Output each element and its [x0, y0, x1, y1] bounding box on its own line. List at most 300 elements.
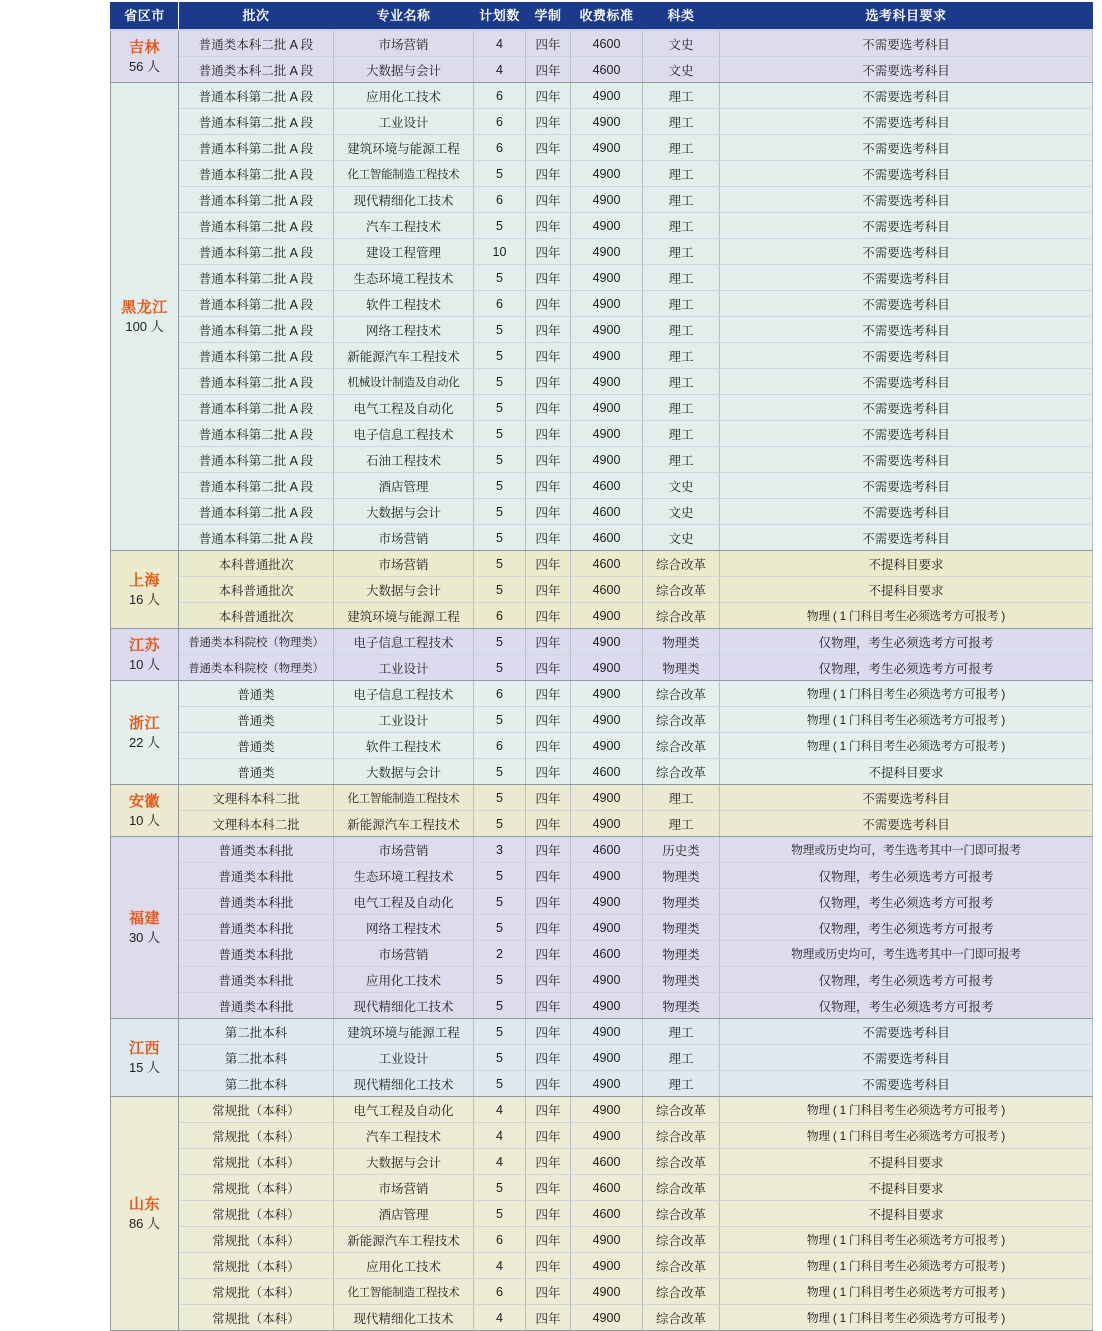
fee-cell: 4600	[571, 525, 643, 551]
requirement-cell: 不提科目要求	[720, 759, 1093, 785]
major-cell: 化工智能制造工程技术	[334, 785, 474, 811]
length-cell: 四年	[526, 889, 571, 915]
province-name: 安徽	[128, 792, 160, 810]
kind-cell: 理工	[643, 1019, 720, 1045]
column-header-province: 省区市	[111, 3, 179, 31]
major-cell: 电气工程及自动化	[334, 395, 474, 421]
requirement-cell: 仅物理，考生必须选考方可报考	[720, 863, 1093, 889]
plan-count-cell: 5	[474, 915, 526, 941]
requirement-cell: 不需要选考科目	[720, 785, 1093, 811]
province-name: 上海	[128, 571, 160, 589]
plan-count-cell: 6	[474, 1279, 526, 1305]
plan-count-cell: 5	[474, 1071, 526, 1097]
major-cell: 电气工程及自动化	[334, 889, 474, 915]
batch-cell: 普通类本科批	[179, 889, 334, 915]
major-cell: 工业设计	[334, 1045, 474, 1071]
major-cell: 电子信息工程技术	[334, 681, 474, 707]
province-name: 浙江	[128, 714, 160, 732]
plan-count-cell: 6	[474, 603, 526, 629]
plan-count-cell: 4	[474, 1253, 526, 1279]
province-name: 江苏	[128, 636, 160, 654]
requirement-cell: 不需要选考科目	[720, 369, 1093, 395]
table-row	[111, 1019, 1093, 1045]
major-cell: 应用化工技术	[334, 967, 474, 993]
length-cell: 四年	[526, 1019, 571, 1045]
requirement-cell: 不需要选考科目	[720, 30, 1093, 57]
batch-cell: 文理科本科二批	[179, 811, 334, 837]
length-cell: 四年	[526, 707, 571, 733]
province-name: 黑龙江	[121, 298, 168, 316]
major-cell: 新能源汽车工程技术	[334, 1227, 474, 1253]
major-cell: 大数据与会计	[334, 57, 474, 83]
kind-cell: 综合改革	[643, 1305, 720, 1331]
header-row	[111, 3, 1093, 31]
requirement-cell: 不需要选考科目	[720, 811, 1093, 837]
length-cell: 四年	[526, 57, 571, 83]
plan-count-cell: 5	[474, 317, 526, 343]
length-cell: 四年	[526, 499, 571, 525]
table-row	[111, 317, 1093, 343]
batch-cell: 常规批（本科）	[179, 1175, 334, 1201]
major-cell: 现代精细化工技术	[334, 993, 474, 1019]
batch-cell: 普通本科第二批 A 段	[179, 213, 334, 239]
batch-cell: 常规批（本科）	[179, 1097, 334, 1123]
province-quota: 86 人	[128, 1215, 161, 1231]
batch-cell: 普通本科第二批 A 段	[179, 291, 334, 317]
plan-count-cell: 6	[474, 83, 526, 109]
length-cell: 四年	[526, 655, 571, 681]
batch-cell: 普通类本科院校（物理类）	[179, 629, 334, 655]
requirement-cell: 不需要选考科目	[720, 447, 1093, 473]
major-cell: 工业设计	[334, 109, 474, 135]
length-cell: 四年	[526, 1201, 571, 1227]
province-cell	[111, 1019, 179, 1097]
fee-cell: 4600	[571, 551, 643, 577]
kind-cell: 文史	[643, 499, 720, 525]
batch-cell: 普通本科第二批 A 段	[179, 343, 334, 369]
batch-cell: 常规批（本科）	[179, 1201, 334, 1227]
batch-cell: 普通类本科批	[179, 967, 334, 993]
plan-count-cell: 4	[474, 1123, 526, 1149]
batch-cell: 本科普通批次	[179, 603, 334, 629]
batch-cell: 普通类本科二批 A 段	[179, 30, 334, 57]
fee-cell: 4900	[571, 447, 643, 473]
fee-cell: 4900	[571, 187, 643, 213]
table-row	[111, 369, 1093, 395]
fee-cell: 4900	[571, 317, 643, 343]
requirement-cell: 不需要选考科目	[720, 83, 1093, 109]
table-row	[111, 1201, 1093, 1227]
requirement-cell: 仅物理，考生必须选考方可报考	[720, 655, 1093, 681]
fee-cell: 4900	[571, 421, 643, 447]
plan-count-cell: 6	[474, 733, 526, 759]
requirement-cell: 不需要选考科目	[720, 395, 1093, 421]
length-cell: 四年	[526, 733, 571, 759]
length-cell: 四年	[526, 863, 571, 889]
length-cell: 四年	[526, 473, 571, 499]
batch-cell: 普通本科第二批 A 段	[179, 395, 334, 421]
province-name: 吉林	[128, 38, 160, 56]
province-quota: 56 人	[128, 58, 161, 74]
fee-cell: 4600	[571, 1201, 643, 1227]
length-cell: 四年	[526, 811, 571, 837]
length-cell: 四年	[526, 941, 571, 967]
kind-cell: 理工	[643, 239, 720, 265]
table-row	[111, 213, 1093, 239]
plan-count-cell: 5	[474, 447, 526, 473]
table-row	[111, 681, 1093, 707]
major-cell: 新能源汽车工程技术	[334, 811, 474, 837]
batch-cell: 常规批（本科）	[179, 1253, 334, 1279]
fee-cell: 4900	[571, 1019, 643, 1045]
kind-cell: 理工	[643, 291, 720, 317]
fee-cell: 4600	[571, 499, 643, 525]
requirement-cell: 不需要选考科目	[720, 1045, 1093, 1071]
batch-cell: 普通本科第二批 A 段	[179, 421, 334, 447]
province-quota: 15 人	[128, 1059, 161, 1075]
plan-count-cell: 5	[474, 473, 526, 499]
requirement-cell: 物理 ( 1 门科目考生必须选考方可报考 )	[720, 733, 1093, 759]
requirement-cell: 不提科目要求	[720, 1175, 1093, 1201]
length-cell: 四年	[526, 239, 571, 265]
fee-cell: 4900	[571, 1071, 643, 1097]
requirement-cell: 不提科目要求	[720, 551, 1093, 577]
table-row	[111, 1279, 1093, 1305]
kind-cell: 物理类	[643, 993, 720, 1019]
fee-cell: 4900	[571, 707, 643, 733]
requirement-cell: 物理或历史均可，考生选考其中一门即可报考	[720, 837, 1093, 863]
major-cell: 机械设计制造及自动化	[334, 369, 474, 395]
plan-count-cell: 5	[474, 161, 526, 187]
major-cell: 应用化工技术	[334, 1253, 474, 1279]
fee-cell: 4900	[571, 135, 643, 161]
batch-cell: 常规批（本科）	[179, 1149, 334, 1175]
table-row	[111, 265, 1093, 291]
length-cell: 四年	[526, 395, 571, 421]
major-cell: 应用化工技术	[334, 83, 474, 109]
fee-cell: 4600	[571, 473, 643, 499]
requirement-cell: 不需要选考科目	[720, 525, 1093, 551]
major-cell: 生态环境工程技术	[334, 863, 474, 889]
kind-cell: 综合改革	[643, 1097, 720, 1123]
batch-cell: 普通本科第二批 A 段	[179, 369, 334, 395]
plan-count-cell: 5	[474, 811, 526, 837]
batch-cell: 普通本科第二批 A 段	[179, 265, 334, 291]
table-row	[111, 525, 1093, 551]
fee-cell: 4900	[571, 1253, 643, 1279]
length-cell: 四年	[526, 837, 571, 863]
kind-cell: 理工	[643, 83, 720, 109]
kind-cell: 综合改革	[643, 551, 720, 577]
plan-count-cell: 5	[474, 655, 526, 681]
batch-cell: 普通类本科批	[179, 915, 334, 941]
major-cell: 新能源汽车工程技术	[334, 343, 474, 369]
major-cell: 现代精细化工技术	[334, 187, 474, 213]
province-quota: 16 人	[128, 591, 161, 607]
requirement-cell: 仅物理，考生必须选考方可报考	[720, 967, 1093, 993]
major-cell: 酒店管理	[334, 473, 474, 499]
batch-cell: 普通本科第二批 A 段	[179, 473, 334, 499]
plan-count-cell: 4	[474, 30, 526, 57]
kind-cell: 文史	[643, 525, 720, 551]
requirement-cell: 不需要选考科目	[720, 265, 1093, 291]
table-row	[111, 1045, 1093, 1071]
fee-cell: 4900	[571, 863, 643, 889]
kind-cell: 理工	[643, 265, 720, 291]
plan-count-cell: 5	[474, 707, 526, 733]
kind-cell: 物理类	[643, 889, 720, 915]
major-cell: 市场营销	[334, 30, 474, 57]
province-quota: 10 人	[128, 812, 161, 828]
kind-cell: 综合改革	[643, 1123, 720, 1149]
length-cell: 四年	[526, 785, 571, 811]
column-header-requirement: 选考科目要求	[720, 3, 1093, 31]
plan-count-cell: 6	[474, 1227, 526, 1253]
fee-cell: 4900	[571, 993, 643, 1019]
major-cell: 汽车工程技术	[334, 1123, 474, 1149]
fee-cell: 4900	[571, 265, 643, 291]
plan-count-cell: 4	[474, 1149, 526, 1175]
table-row	[111, 1123, 1093, 1149]
length-cell: 四年	[526, 213, 571, 239]
fee-cell: 4600	[571, 837, 643, 863]
table-row	[111, 291, 1093, 317]
table-row	[111, 473, 1093, 499]
table-row	[111, 161, 1093, 187]
table-row	[111, 655, 1093, 681]
table-row	[111, 603, 1093, 629]
kind-cell: 理工	[643, 785, 720, 811]
requirement-cell: 不需要选考科目	[720, 1019, 1093, 1045]
requirement-cell: 仅物理，考生必须选考方可报考	[720, 629, 1093, 655]
column-header-batch: 批次	[179, 3, 334, 31]
length-cell: 四年	[526, 525, 571, 551]
requirement-cell: 物理 ( 1 门科目考生必须选考方可报考 )	[720, 603, 1093, 629]
batch-cell: 普通类	[179, 681, 334, 707]
requirement-cell: 不需要选考科目	[720, 57, 1093, 83]
kind-cell: 理工	[643, 1071, 720, 1097]
length-cell: 四年	[526, 1071, 571, 1097]
province-cell	[111, 1097, 179, 1331]
province-cell	[111, 551, 179, 629]
major-cell: 电子信息工程技术	[334, 421, 474, 447]
kind-cell: 理工	[643, 343, 720, 369]
plan-count-cell: 5	[474, 967, 526, 993]
table-row	[111, 343, 1093, 369]
column-header-plan-count: 计划数	[474, 3, 526, 31]
fee-cell: 4900	[571, 1097, 643, 1123]
kind-cell: 综合改革	[643, 681, 720, 707]
major-cell: 建筑环境与能源工程	[334, 603, 474, 629]
length-cell: 四年	[526, 447, 571, 473]
fee-cell: 4900	[571, 395, 643, 421]
fee-cell: 4900	[571, 603, 643, 629]
plan-count-cell: 5	[474, 889, 526, 915]
major-cell: 市场营销	[334, 525, 474, 551]
length-cell: 四年	[526, 915, 571, 941]
fee-cell: 4600	[571, 577, 643, 603]
length-cell: 四年	[526, 551, 571, 577]
batch-cell: 普通类	[179, 733, 334, 759]
batch-cell: 常规批（本科）	[179, 1305, 334, 1331]
table-row	[111, 629, 1093, 655]
length-cell: 四年	[526, 161, 571, 187]
fee-cell: 4900	[571, 109, 643, 135]
requirement-cell: 不提科目要求	[720, 1201, 1093, 1227]
province-name: 山东	[128, 1195, 160, 1213]
batch-cell: 普通类本科批	[179, 863, 334, 889]
major-cell: 网络工程技术	[334, 915, 474, 941]
province-quota: 22 人	[128, 734, 161, 750]
batch-cell: 普通本科第二批 A 段	[179, 109, 334, 135]
requirement-cell: 物理或历史均可，考生选考其中一门即可报考	[720, 941, 1093, 967]
kind-cell: 物理类	[643, 863, 720, 889]
plan-count-cell: 5	[474, 1201, 526, 1227]
table-row	[111, 447, 1093, 473]
fee-cell: 4900	[571, 811, 643, 837]
length-cell: 四年	[526, 629, 571, 655]
length-cell: 四年	[526, 265, 571, 291]
table-row	[111, 759, 1093, 785]
province-quota: 10 人	[128, 656, 161, 672]
requirement-cell: 物理 ( 1 门科目考生必须选考方可报考 )	[720, 681, 1093, 707]
table-row	[111, 941, 1093, 967]
table-row	[111, 187, 1093, 213]
batch-cell: 普通类	[179, 759, 334, 785]
major-cell: 网络工程技术	[334, 317, 474, 343]
requirement-cell: 不需要选考科目	[720, 109, 1093, 135]
batch-cell: 第二批本科	[179, 1045, 334, 1071]
plan-count-cell: 5	[474, 343, 526, 369]
kind-cell: 理工	[643, 421, 720, 447]
kind-cell: 物理类	[643, 915, 720, 941]
kind-cell: 综合改革	[643, 759, 720, 785]
major-cell: 化工智能制造工程技术	[334, 161, 474, 187]
batch-cell: 普通本科第二批 A 段	[179, 239, 334, 265]
requirement-cell: 物理 ( 1 门科目考生必须选考方可报考 )	[720, 1279, 1093, 1305]
plan-count-cell: 5	[474, 499, 526, 525]
table-row	[111, 30, 1093, 57]
kind-cell: 物理类	[643, 941, 720, 967]
fee-cell: 4600	[571, 57, 643, 83]
length-cell: 四年	[526, 109, 571, 135]
province-cell	[111, 83, 179, 551]
plan-count-cell: 6	[474, 681, 526, 707]
requirement-cell: 不需要选考科目	[720, 161, 1093, 187]
major-cell: 现代精细化工技术	[334, 1071, 474, 1097]
table-row	[111, 239, 1093, 265]
batch-cell: 普通类本科院校（物理类）	[179, 655, 334, 681]
batch-cell: 普通类本科批	[179, 993, 334, 1019]
province-cell	[111, 837, 179, 1019]
table-row	[111, 811, 1093, 837]
kind-cell: 理工	[643, 213, 720, 239]
plan-count-cell: 6	[474, 135, 526, 161]
table-row	[111, 837, 1093, 863]
batch-cell: 普通本科第二批 A 段	[179, 83, 334, 109]
fee-cell: 4600	[571, 941, 643, 967]
province-quota: 30 人	[128, 929, 161, 945]
major-cell: 大数据与会计	[334, 499, 474, 525]
requirement-cell: 不需要选考科目	[720, 187, 1093, 213]
major-cell: 建设工程管理	[334, 239, 474, 265]
length-cell: 四年	[526, 187, 571, 213]
province-cell	[111, 30, 179, 83]
table-row	[111, 135, 1093, 161]
kind-cell: 理工	[643, 135, 720, 161]
column-header-major: 专业名称	[334, 3, 474, 31]
kind-cell: 综合改革	[643, 1201, 720, 1227]
batch-cell: 第二批本科	[179, 1071, 334, 1097]
plan-count-cell: 5	[474, 993, 526, 1019]
batch-cell: 普通本科第二批 A 段	[179, 447, 334, 473]
fee-cell: 4900	[571, 681, 643, 707]
column-header-kind: 科类	[643, 3, 720, 31]
requirement-cell: 不需要选考科目	[720, 499, 1093, 525]
requirement-cell: 不需要选考科目	[720, 213, 1093, 239]
batch-cell: 第二批本科	[179, 1019, 334, 1045]
kind-cell: 理工	[643, 1045, 720, 1071]
major-cell: 生态环境工程技术	[334, 265, 474, 291]
kind-cell: 综合改革	[643, 1149, 720, 1175]
major-cell: 大数据与会计	[334, 1149, 474, 1175]
length-cell: 四年	[526, 993, 571, 1019]
fee-cell: 4600	[571, 759, 643, 785]
major-cell: 现代精细化工技术	[334, 1305, 474, 1331]
province-cell	[111, 785, 179, 837]
plan-count-cell: 5	[474, 395, 526, 421]
table-row	[111, 967, 1093, 993]
table-row	[111, 421, 1093, 447]
requirement-cell: 物理 ( 1 门科目考生必须选考方可报考 )	[720, 707, 1093, 733]
fee-cell: 4900	[571, 785, 643, 811]
major-cell: 石油工程技术	[334, 447, 474, 473]
requirement-cell: 不需要选考科目	[720, 343, 1093, 369]
fee-cell: 4900	[571, 369, 643, 395]
major-cell: 工业设计	[334, 655, 474, 681]
table-row	[111, 1149, 1093, 1175]
fee-cell: 4900	[571, 629, 643, 655]
major-cell: 电子信息工程技术	[334, 629, 474, 655]
requirement-cell: 仅物理，考生必须选考方可报考	[720, 889, 1093, 915]
plan-count-cell: 5	[474, 629, 526, 655]
kind-cell: 理工	[643, 317, 720, 343]
major-cell: 市场营销	[334, 941, 474, 967]
fee-cell: 4900	[571, 291, 643, 317]
kind-cell: 综合改革	[643, 1175, 720, 1201]
batch-cell: 普通类本科批	[179, 837, 334, 863]
column-header-fee: 收费标准	[571, 3, 643, 31]
table-row	[111, 785, 1093, 811]
kind-cell: 综合改革	[643, 733, 720, 759]
length-cell: 四年	[526, 603, 571, 629]
requirement-cell: 不需要选考科目	[720, 421, 1093, 447]
batch-cell: 普通本科第二批 A 段	[179, 499, 334, 525]
length-cell: 四年	[526, 577, 571, 603]
length-cell: 四年	[526, 1045, 571, 1071]
length-cell: 四年	[526, 317, 571, 343]
fee-cell: 4900	[571, 915, 643, 941]
plan-count-cell: 5	[474, 577, 526, 603]
major-cell: 软件工程技术	[334, 291, 474, 317]
table-header	[111, 3, 1093, 31]
requirement-cell: 不提科目要求	[720, 577, 1093, 603]
kind-cell: 综合改革	[643, 577, 720, 603]
plan-count-cell: 6	[474, 187, 526, 213]
requirement-cell: 物理 ( 1 门科目考生必须选考方可报考 )	[720, 1253, 1093, 1279]
requirement-cell: 物理 ( 1 门科目考生必须选考方可报考 )	[720, 1305, 1093, 1331]
length-cell: 四年	[526, 135, 571, 161]
